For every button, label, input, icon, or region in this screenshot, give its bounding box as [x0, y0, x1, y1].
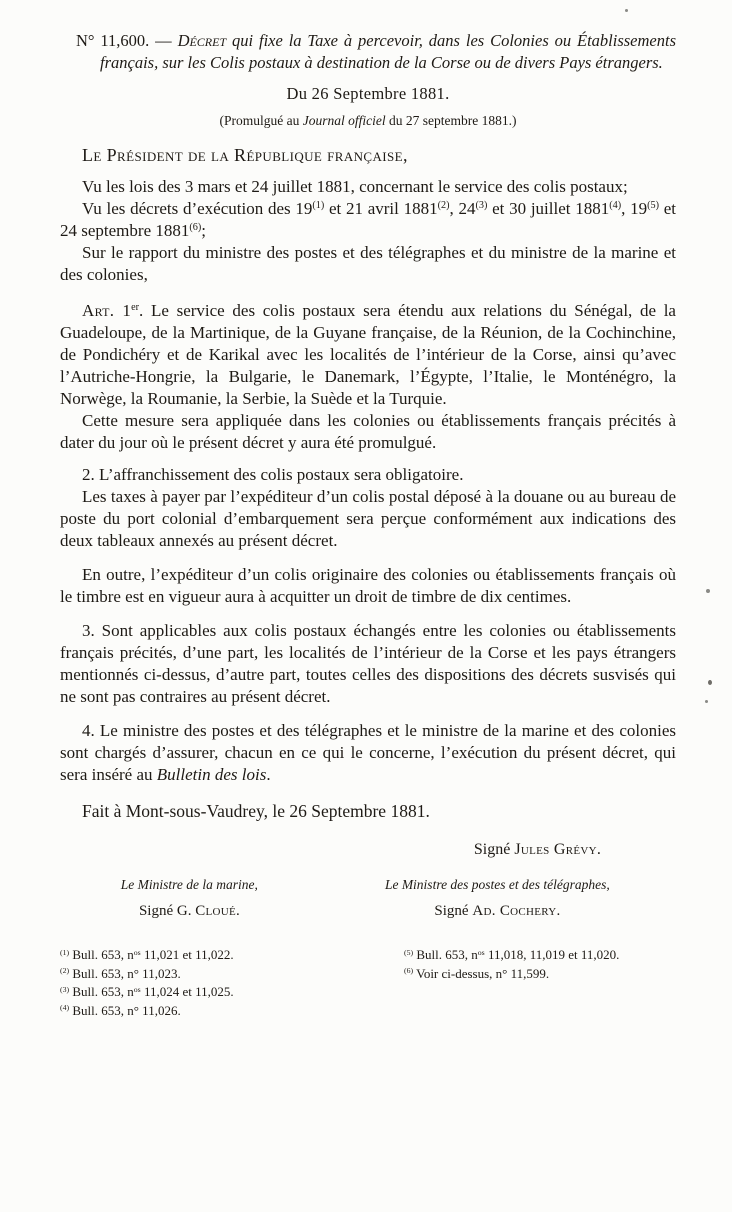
footnote-5: $^{(5)}$ Bull. 653, $n^{os}$ 11,018, 11,019 et 11,020.	[404, 947, 620, 962]
footnotes-right-column	[390, 946, 626, 1020]
promulgation-note: (Promulgué au Journal officiel du 27 septembre 1881.)	[219, 113, 517, 128]
scan-speck	[706, 589, 710, 593]
place-date-line: Fait à Mont-sous-Vaudrey, le 26 Septembre 1881.	[82, 801, 430, 821]
article-3: 3. Sont applicables aux colis postaux échangés entre les colonies ou établissements français précités, d’une part, les localités de l’intérieur de la Corse et les pays étrangers mentionnés ci-dessus, d’autre part, toutes celles des dispositions des décrets susvisés qui ne sont pas contraires au présent décret.	[60, 621, 676, 706]
salutation-line: Le Président de la République française,	[82, 145, 408, 165]
recital-laws: Vu les lois des 3 mars et 24 juillet 1881, concernant le service des colis postaux;	[82, 177, 628, 196]
article-1: Art. 1er. Le service des colis postaux sera étendu aux relations du Sénégal, de la Guadeloupe, de la Martinique, de la Guyane française, de la Réunion, de la Cochinchine, de Pondichéry et de Karikal avec les localités de l’intérieur de la Corse, ainsi qu’avec l’Autriche-Hongrie, la Bulgarie, le Danemark, l’Égypte, l’Italie, le Monténégro, la Norwège, la Roumanie, la Serbie, la Suède et la Turquie.	[60, 301, 676, 408]
footnote-4: $^{(4)}$ Bull. 653, n° 11,026.	[60, 1002, 181, 1018]
footnotes-block	[46, 946, 676, 1020]
article-1-application: Cette mesure sera appliquée dans les colonies ou établissements français précités à dater du jour où le présent décret y aura été promulgué.	[60, 411, 676, 452]
footnote-1: $^{(1)}$ Bull. 653, $n^{os}$ 11,021 et 11,022.	[60, 947, 234, 962]
footnotes-left-column	[46, 946, 346, 1020]
signature-minister-posts	[319, 876, 676, 920]
minister-posts-signed: Signé Ad. Cochery.	[434, 903, 561, 919]
article-2: 2. L’affranchissement des colis postaux sera obligatoire.	[82, 465, 464, 484]
decree-date: Du 26 Septembre 1881.	[286, 84, 450, 103]
recital-report: Sur le rapport du ministre des postes et des télégraphes et du ministre de la marine et des colonies,	[60, 243, 676, 284]
recital-decrees: Vu les décrets d’exécution des 19$^{(1)}$ et 21 avril 1881$^{(2)}$, 24$^{(3)}$ et 30 juillet 1881$^{(4)}$, 19$^{(5)}$ et 24 septembre 1881$^{(6)}$;	[60, 199, 676, 240]
scan-speck	[625, 9, 628, 12]
article-2-taxes: Les taxes à payer par l’expéditeur d’un colis postal déposé à la douane ou au bureau de poste du port colonial d’embarquement sera perçue conformément aux indications des deux tableaux annexés au présent décret.	[60, 487, 676, 550]
minister-marine-signed: Signé G. Cloué.	[138, 903, 240, 919]
footnote-3: $^{(3)}$ Bull. 653, $n^{os}$ 11,024 et 11,025.	[60, 984, 234, 999]
signature-minister-marine	[60, 876, 319, 920]
decree-title: N° 11,600. — Décret qui fixe la Taxe à percevoir, dans les Colonies ou Établissements français, sur les Colis postaux à destination de la Corse ou de divers Pays étrangers.	[76, 31, 676, 72]
scan-speck	[705, 700, 708, 703]
scan-speck	[708, 680, 712, 685]
minister-posts-title: Le Ministre des postes et des télégraphes,	[384, 877, 610, 892]
signature-president: Signé Jules Grévy.	[473, 841, 601, 858]
footnote-6: $^{(6)}$ Voir ci-dessus, n° 11,599.	[404, 965, 550, 981]
ministers-signature-block	[60, 876, 676, 920]
minister-marine-title: Le Ministre de la marine,	[120, 877, 258, 892]
article-4: 4. Le ministre des postes et des télégraphes et le ministre de la marine et des colonies sont chargés d’assurer, chacun en ce qui le concerne, l’exécution du présent décret, qui sera inséré au Bulletin des lois.	[60, 721, 676, 784]
article-2-stamp-duty: En outre, l’expéditeur d’un colis originaire des colonies ou établissements français où le timbre est en vigueur aura à acquitter un droit de timbre de dix centimes.	[60, 565, 676, 606]
footnote-2: $^{(2)}$ Bull. 653, n° 11,023.	[60, 965, 181, 981]
